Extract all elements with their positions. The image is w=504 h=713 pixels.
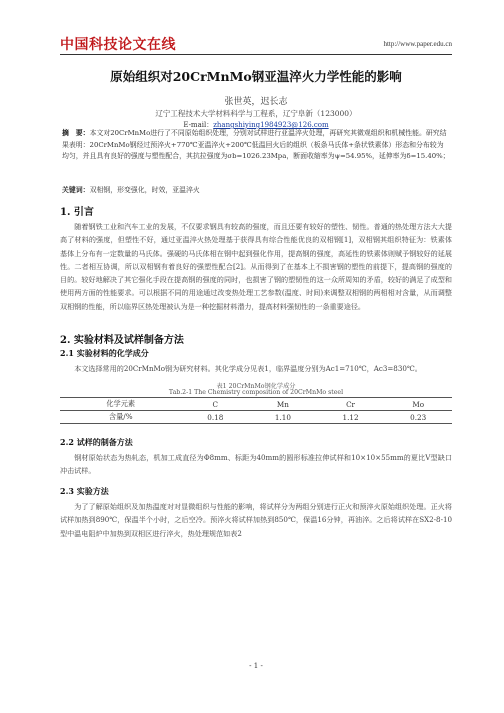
site-url[interactable]: http://www.paper.edu.cn	[383, 40, 452, 48]
table-cell: 含量/%	[108, 412, 133, 421]
preparation-body	[60, 451, 452, 478]
intro-paragraph: 随着钢铁工业和汽车工业的发展，不仅要求钢具有较高的强度，而且还要有较好的塑性、韧性。普通的热处理方法大大提高了材料的强度，但塑性不好，通过亚温淬火热处理基于获得具有综合性能优良的双相钢[1]，双相钢其组织特征为：铁素体基体上分布有一定数量的马氏体。强硬的马氏体相在钢中起到强化作用，提高钢的强度，高延性的铁素体则赋予钢较好的延展性。二者相互协调，所以双相钢有着良好的强塑性配合[2]。从而得到了在基本上不损害钢的塑性的前提下，提高钢的强度的目的。较好地解决了其它强化手段在提高钢的强度的同时，也损害了钢的塑韧性的这一众所周知的矛盾，较好的满足了成型和使用两方面的性能要求。可以根据不同的用途通过改变热处理工艺参数(温度、时间)来调整双相钢的两相相对含量，从而调整双相钢的性能，所以临界区热处理被认为是一种挖掘材料潜力，提高材料强韧性的一条重要途径。	[60, 222, 452, 311]
table-row	[60, 411, 452, 424]
subsection-heading-method: 2.3 实验方法	[60, 486, 109, 496]
method-paragraph: 为了了解原始组织及加热温度对对显微组织与性能的影响，将试样分为两组分别进行正火和预淬火原始组织处理。正火将试样加热到890℃，保温半个小时，之后空冷。预淬火将试样加热到850℃，保温16分钟，再油淬。之后将试样在SX2-8-10型中温电阻炉中加热到双相区进行淬火，热处理规范如表2	[60, 502, 452, 538]
page-number: - 1 -	[249, 662, 263, 670]
keywords	[62, 184, 200, 194]
table-caption-en: Tab.2-1 The Chemistry composition of 20CrMnMo steel	[168, 389, 344, 396]
table-header-row	[60, 398, 452, 411]
table-cell: 1.12	[342, 412, 359, 422]
table-cell: 0.18	[207, 412, 224, 422]
abstract-label: 摘 要：	[62, 129, 90, 137]
table-header-cell: Cr	[346, 399, 355, 409]
table-cell: 0.23	[410, 412, 427, 422]
site-logo[interactable]	[60, 34, 176, 54]
email-label: E-mail：	[183, 121, 214, 129]
email-link[interactable]: zhangshiying1984923@126.com	[213, 121, 329, 129]
paper-authors: 张世英，迟长志	[224, 97, 288, 107]
table-caption-zh: 表1 20CrMnMo钢化学成分	[216, 383, 296, 390]
page-header	[60, 32, 452, 54]
logo-text: 中国科技论文在线	[60, 37, 176, 53]
table-header-cell: 化学元素	[106, 399, 136, 408]
method-body	[60, 500, 452, 540]
section-heading-materials: 2. 实验材料及试样制备方法	[60, 335, 184, 346]
composition-table	[60, 397, 452, 424]
intro-body	[60, 220, 452, 313]
header-divider	[60, 54, 452, 55]
table-header-cell: C	[212, 399, 219, 409]
preparation-paragraph: 钢材原始状态为热轧态，机加工成直径为Φ8mm、标距为40mm的圆形标准拉伸试样和10×10×55mm的夏比V型缺口冲击试样。	[60, 453, 452, 476]
keywords-label: 关键词：	[62, 186, 90, 194]
table-header-cell: Mo	[412, 399, 425, 409]
keywords-text: 双相钢，形变强化，时效，亚温淬火	[89, 186, 200, 194]
paper-affiliation: 辽宁工程技术大学材料科学与工程系，辽宁阜新（123000）	[155, 109, 357, 118]
paper-title: 原始组织对20CrMnMo钢亚温淬火力学性能的影响	[110, 69, 402, 84]
table-cell: 1.10	[274, 412, 291, 422]
chemistry-paragraph: 本文选择常用的20CrMnMo钢为研究材料。其化学成分见表1，临界温度分别为Ac1=710℃，Ac3=830℃。	[74, 364, 422, 373]
subsection-heading-preparation: 2.2 试样的制备方法	[60, 437, 133, 447]
section-heading-intro: 1. 引言	[60, 207, 94, 218]
abstract	[62, 128, 450, 163]
abstract-text: 本文对20CrMnMo进行了不同原始组织处理，分别对试样进行亚温淬火处理，再研究其微观组织和机械性能。研究结果表明：20CrMnMo钢经过预淬火+770℃亚温淬火+200℃低温回火后的组织（板条马氏体+条状铁素体）形态和分布较为均匀，并且具有良好的强度与塑性配合，其抗拉强度为σb=1026.23Mpa，断面收缩率为ψ=54.95%，延伸率为δ=15.40%；	[62, 129, 450, 160]
chemistry-body	[60, 362, 452, 375]
table-header-cell: Mn	[276, 399, 289, 409]
subsection-heading-chemistry: 2.1 实验材料的化学成分	[60, 348, 149, 358]
